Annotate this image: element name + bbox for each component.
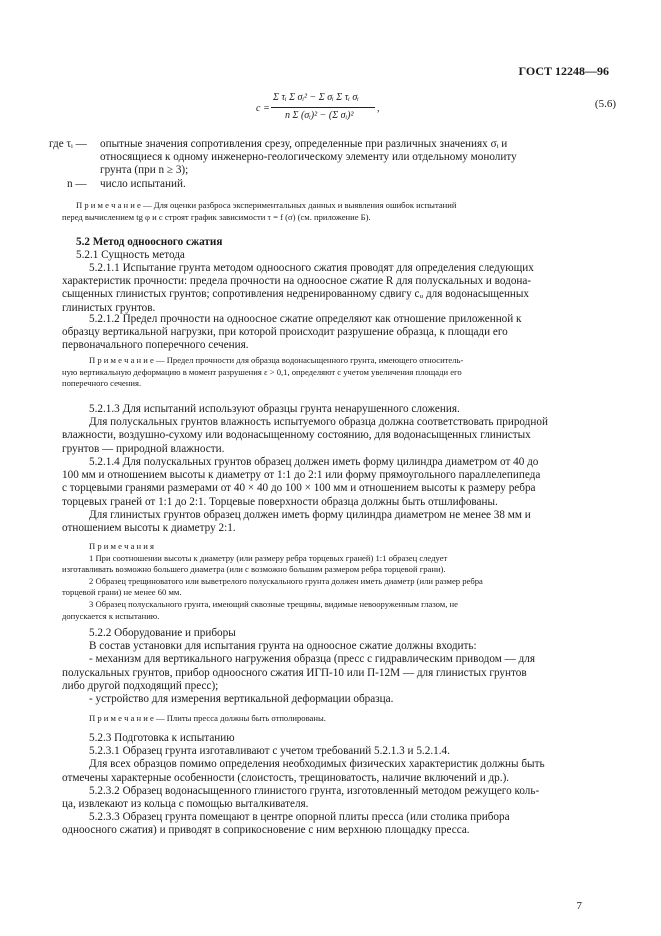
text-line: 5.2.1.3 Для испытаний используют образцы грунта ненарушенного сложения. — [89, 403, 460, 415]
text-line: торцевых граней от 1:1 до 2:1. Торцевые поверхности образца должны быть отшлифованы. — [62, 495, 498, 508]
text-line: 5.2.3 Подготовка к испытанию — [89, 732, 235, 744]
text-line: ца, извлекают из кольца с помощью выталкивателя. — [62, 798, 309, 811]
note-line: 3 Образец полускального грунта, имеющий сквозные трещины, видимые невооруженным глазом, не — [89, 598, 458, 609]
section-5-2-3 — [62, 732, 584, 838]
text-line: Для всех образцов помимо определения необходимых физических характеристик должны быть — [89, 758, 545, 771]
text-line: 5.2.1.2 Предел прочности на одноосное сжатие определяют как отношение приложенной к — [89, 313, 522, 325]
note-line: П р и м е ч а н и е — Предел прочности для образца водонасыщенного грунта, имеющего относитель- — [89, 355, 464, 365]
note-4 — [62, 713, 584, 725]
subsection-title: 5.2.1 Сущность метода — [76, 249, 185, 261]
note-line: 2 Образец трещиноватого или выветрелого полускального грунта должен иметь диаметр (или размер ребра — [89, 575, 483, 586]
text-line: отмечены характерные особенности (слоистость, трещиноватость, наличие включений и др.). — [62, 771, 510, 784]
note-line: торцевой грани) не менее 60 мм. — [62, 587, 182, 598]
text-line: В состав установки для испытания грунта на одноосное сжатие должны входить: — [89, 640, 477, 653]
notes-3 — [62, 541, 584, 622]
where-label: где τᵢ — — [49, 138, 87, 150]
text-line: относящиеся к одному инженерно-геологическому элементу или отдельному монолиту — [100, 151, 517, 164]
text-line: одноосного сжатия) и приводят в соприкосновение с ним верхнюю площадку пресса. — [62, 824, 470, 837]
text-line: - устройство для измерения вертикальной деформации образца. — [89, 693, 394, 706]
text-line: 100 мм и отношением высоты к диаметру от 1:1 до 2:1 или форму прямоугольного параллелепипеда — [62, 469, 541, 482]
text-line: 5.2.3.2 Образец водонасыщенного глинистого грунта, изготовленный методом режущего коль- — [89, 784, 540, 797]
formula-5-6 — [256, 92, 616, 132]
note-line: изготавливать возможно большего диаметра (или с возможно большим размером ребра торцевой грани). — [62, 564, 446, 575]
section-title: 5.2 Метод одноосного сжатия — [76, 236, 223, 248]
note-2 — [62, 355, 584, 390]
text-line: образцу вертикальной нагрузки, при которой происходит разрушение образца, к площади его — [62, 326, 508, 339]
note-line: П р и м е ч а н и я — [89, 541, 154, 551]
formula-lhs: c = — [256, 103, 270, 114]
note-line: ную вертикальную деформацию в момент разрушения ε > 0,1, определяют с учетом увеличения площади его — [62, 366, 462, 377]
text-line: 5.2.1.4 Для полускальных грунтов образец должен иметь форму цилиндра диаметром от 40 до — [89, 456, 539, 468]
page-number: 7 — [576, 900, 582, 912]
note-line: П р и м е ч а н и е — Плиты пресса должны быть отполированы. — [89, 713, 326, 723]
fraction-bar — [271, 107, 375, 108]
formula-numerator: Σ τᵢ Σ σᵢ² − Σ σᵢ Σ τᵢ σᵢ — [273, 92, 359, 103]
paragraph-5-2-1-4 — [62, 456, 584, 535]
paragraph-5-2-1-1 — [62, 262, 584, 315]
where-definition — [100, 138, 584, 178]
text-line: либо другой подходящий пресс); — [62, 679, 219, 692]
text-line: Для полускальных грунтов влажность испытуемого образца должна соответствовать природной — [89, 416, 548, 429]
note-1 — [62, 200, 584, 223]
note-line: 1 При соотношении высоты к диаметру (или размеру ребра торцевых граней) 1:1 образец следует — [89, 552, 448, 563]
formula-comma: , — [377, 103, 380, 114]
text-line: 5.2.2 Оборудование и приборы — [89, 627, 236, 639]
section-5-2-2 — [62, 627, 584, 706]
text-line: 5.2.3.1 Образец грунта изготавливают с учетом требований 5.2.1.3 и 5.2.1.4. — [89, 745, 450, 758]
text-line: первоначального поперечного сечения. — [62, 339, 249, 352]
text-line: 5.2.3.3 Образец грунта помещают в центре опорной плиты пресса (или столика прибора — [89, 811, 510, 824]
text-line: 5.2.1.1 Испытание грунта методом одноосного сжатия проводят для определения следующих — [89, 262, 534, 274]
formula-denominator: n Σ (σᵢ)² − (Σ σᵢ)² — [285, 110, 354, 121]
text-line: Для глинистых грунтов образец должен иметь форму цилиндра диаметром не менее 38 мм и — [89, 508, 531, 521]
n-label: n — — [67, 178, 87, 190]
text-line: сыщенных глинистых грунтов; сопротивления недренированному сдвигу cᵤ для водонасыщенных — [62, 288, 530, 301]
text-line: глинистых грунтов. — [62, 301, 156, 314]
note-line: П р и м е ч а н и е — Для оценки разброса экспериментальных данных и выявления ошибок испытаний — [76, 200, 457, 210]
text-line: - механизм для вертикального нагружения образца (пресс с гидравлическим приводом — для — [89, 653, 535, 666]
text-line: грунта (при n ≥ 3); — [100, 164, 189, 177]
text-line: характеристик прочности: предела прочности на одноосное сжатие R для полускальных и водона- — [62, 275, 532, 288]
paragraph-5-2-1-3 — [62, 403, 584, 456]
text-line: влажности, воздушно-сухому или водонасыщенному состоянию, для водонасыщенных глинистых — [62, 429, 531, 442]
text-line: опытные значения сопротивления срезу, определенные при различных значениях σᵢ и — [100, 138, 508, 150]
paragraph-5-2-1-2 — [62, 313, 584, 353]
note-line: поперечного сечения. — [62, 378, 142, 389]
formula-number: (5.6) — [594, 98, 616, 110]
text-line: полускальных грунтов, прибор одноосного сжатия ИГП-10 или П-12М — для глинистых грунтов — [62, 666, 527, 679]
note-line: перед вычислением tg φ и c строят график зависимости τ = f (σ) (см. приложение Б). — [62, 211, 371, 222]
text-line: отношением высоты к диаметру 2:1. — [62, 522, 236, 535]
note-line: допускается к испытанию. — [62, 610, 160, 621]
document-header: ГОСТ 12248—96 — [518, 64, 609, 78]
text-line: с торцевыми гранями размерами от 40 × 40 до 100 × 100 мм и отношением высоты к размеру ребра — [62, 482, 536, 495]
text-line: грунтов — природной влажности. — [62, 442, 225, 455]
n-definition: число испытаний. — [100, 178, 186, 190]
